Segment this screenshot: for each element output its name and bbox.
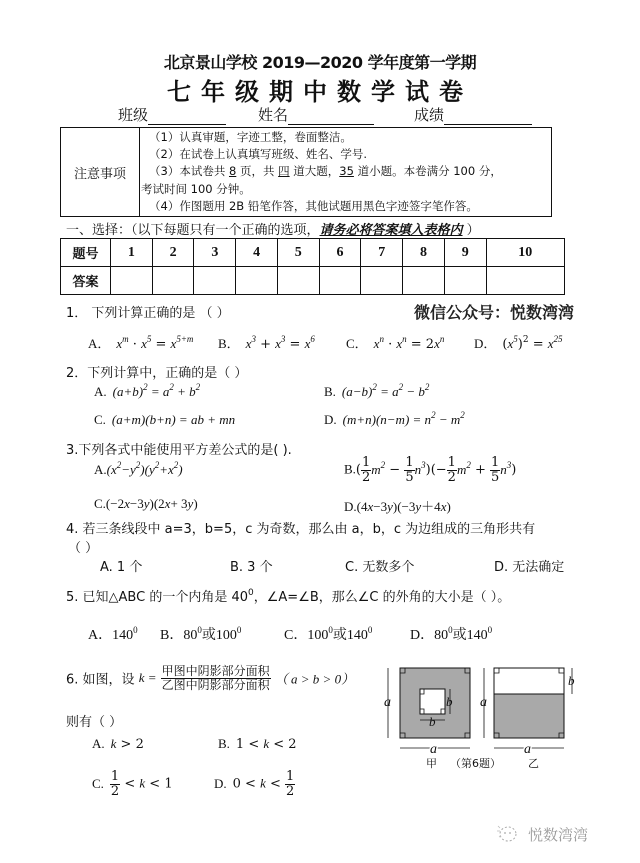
question-number-cell: 4 bbox=[236, 239, 278, 267]
q6-figure bbox=[380, 660, 580, 770]
q2-option-a: A. $(a+b)^2 = a^2 + b^2$ bbox=[94, 382, 201, 399]
degree-mark: 0 bbox=[133, 625, 138, 635]
q1-c-label: C． bbox=[346, 336, 368, 351]
q1-option-b: B． $x^3 + x^3 = x^6$ bbox=[218, 334, 315, 352]
q3-option-a: $A.(x^2-y^2)(y^2+x^2)$ bbox=[94, 460, 183, 477]
jia-label-b-vertical: b bbox=[446, 694, 453, 709]
answer-table-header-row bbox=[61, 239, 565, 267]
q5-c-text-2: 或140 bbox=[332, 628, 368, 643]
question-number-cell: 9 bbox=[444, 239, 486, 267]
jia-label-a-horizontal: a bbox=[430, 742, 437, 757]
question-number-cell: 10 bbox=[486, 239, 564, 267]
q5-stem bbox=[66, 586, 510, 605]
q1-option-c: C． $x^n \cdot x^n = 2x^n$ bbox=[346, 334, 445, 352]
figure-caption-jia: 甲 bbox=[426, 757, 437, 770]
question-number-cell: 2 bbox=[152, 239, 194, 267]
answer-cell[interactable] bbox=[152, 267, 194, 295]
q5-b-text-1: B．80 bbox=[160, 628, 198, 643]
q6-condition: （ a > b > 0） bbox=[274, 671, 355, 687]
q6-stem bbox=[66, 665, 354, 691]
question-number-cell: 6 bbox=[319, 239, 361, 267]
q6-stem-text: 6. 如图，设 bbox=[66, 672, 135, 688]
answer-cell[interactable] bbox=[111, 267, 153, 295]
q6-option-c: C. $\frac{1}{2}$ < k < 1 bbox=[92, 769, 173, 799]
question-number-cell: 1 bbox=[111, 239, 153, 267]
question-number-cell: 5 bbox=[277, 239, 319, 267]
q5-d-text-2: 或140 bbox=[452, 628, 488, 643]
score-label: 成绩 bbox=[414, 106, 445, 124]
q6-d-label: D. bbox=[214, 775, 227, 791]
answer-cell[interactable] bbox=[236, 267, 278, 295]
name-field[interactable] bbox=[258, 104, 374, 125]
name-label: 姓名 bbox=[258, 106, 289, 124]
q6-b-label: B. bbox=[218, 736, 230, 751]
answer-cell[interactable] bbox=[319, 267, 361, 295]
q3-b-label: B. bbox=[344, 461, 356, 477]
q5-option-c bbox=[284, 624, 372, 644]
wechat-logo-icon bbox=[494, 820, 520, 846]
degree-mark: 0 bbox=[248, 588, 254, 598]
q2-b-label: B. bbox=[324, 384, 336, 399]
q5-c-text-1: C．100 bbox=[284, 628, 329, 643]
answer-cell[interactable] bbox=[194, 267, 236, 295]
question-number-label: 题号 bbox=[61, 239, 111, 267]
q6-a-label: A. bbox=[92, 736, 105, 751]
notice-item-3-cont: 考试时间 100 分钟。 bbox=[141, 181, 251, 196]
q6-option-a: A. k > 2 bbox=[92, 736, 144, 752]
q5-option-b bbox=[160, 624, 241, 644]
yi-shaded-rect bbox=[494, 694, 564, 738]
figure-caption-number: （第6题） bbox=[450, 757, 501, 770]
q6-c-label: C. bbox=[92, 775, 104, 791]
q1-option-d: D． $(x^5)^2 = x^{25}$ bbox=[474, 334, 563, 352]
q2-stem: 2．下列计算中，正确的是（ ） bbox=[66, 366, 248, 381]
jia-label-a-vertical: a bbox=[384, 695, 391, 710]
question-number-cell: 8 bbox=[403, 239, 445, 267]
name-blank[interactable] bbox=[288, 109, 374, 125]
notice-items bbox=[141, 129, 547, 215]
q5-stem-b: ，∠A=∠B，那么∠C 的外角的大小是（ ）。 bbox=[253, 590, 511, 605]
figure-yi bbox=[484, 668, 572, 748]
section-heading bbox=[66, 219, 480, 238]
q1-a-label: A． bbox=[88, 336, 111, 351]
q5-d-text-1: D．80 bbox=[410, 628, 449, 643]
notice-item-3 bbox=[141, 163, 547, 180]
answer-cell[interactable] bbox=[403, 267, 445, 295]
answer-label: 答案 bbox=[61, 267, 111, 295]
degree-mark: 0 bbox=[448, 625, 453, 635]
q3-c-label: C. bbox=[94, 496, 106, 511]
figure-caption-yi: 乙 bbox=[528, 757, 539, 770]
section-heading-close: ） bbox=[462, 223, 480, 238]
jia-label-b-horizontal: b bbox=[429, 714, 436, 729]
q5-b-text-2: 或100 bbox=[201, 628, 237, 643]
answer-cell[interactable] bbox=[361, 267, 403, 295]
yi-label-a-vertical: a bbox=[480, 695, 487, 710]
q1-d-label: D． bbox=[474, 336, 497, 351]
watermark: 悦数湾湾 bbox=[528, 826, 589, 844]
yi-label-a-horizontal: a bbox=[524, 742, 531, 757]
q4-answer-paren: （ ） bbox=[68, 541, 99, 556]
degree-mark: 0 bbox=[236, 625, 242, 635]
q6-option-b: B. 1 < k < 2 bbox=[218, 736, 297, 752]
page-count: 8 bbox=[228, 164, 237, 179]
q3-a-label: A. bbox=[94, 462, 107, 477]
degree-mark: 0 bbox=[367, 625, 373, 635]
q2-option-b: B. $(a-b)^2 = a^2 - b^2$ bbox=[324, 382, 430, 399]
answer-cell[interactable] bbox=[444, 267, 486, 295]
wechat-label: 微信公众号：悦数湾湾 bbox=[414, 303, 575, 322]
score-field[interactable] bbox=[414, 104, 532, 125]
q6-numerator: 甲图中阴影部分面积 bbox=[161, 664, 270, 678]
q3-stem: 3.下列各式中能使用平方差公式的是( ). bbox=[66, 443, 292, 458]
section-heading-text: 一、选择：（以下每题只有一个正确的选项， bbox=[66, 223, 320, 238]
q4-option-a: A. 1 个 bbox=[100, 560, 143, 575]
q6-fraction bbox=[161, 665, 271, 691]
q5-stem-a: 5. 已知△ABC 的一个内角是 40 bbox=[66, 590, 249, 605]
q5-option-d bbox=[410, 624, 492, 644]
q2-a-label: A. bbox=[94, 384, 107, 399]
question-number-cell: 3 bbox=[194, 239, 236, 267]
exam-title: 七年级期中数学试卷 bbox=[167, 78, 473, 106]
q2-d-label: D. bbox=[324, 412, 337, 427]
class-field[interactable] bbox=[118, 104, 226, 125]
q5-a-text: A．140 bbox=[88, 628, 134, 643]
q3-d-label: D. bbox=[344, 499, 357, 514]
q6-denominator: 乙图中阴影部分面积 bbox=[161, 677, 270, 692]
question-number-cell: 7 bbox=[361, 239, 403, 267]
q6-k-eq: k = bbox=[138, 670, 157, 686]
q3-option-d: D.(4x−3y)(−3y＋4x) bbox=[344, 499, 451, 514]
school-title: 北京景山学校 2019—2020 学年度第一学期 bbox=[163, 53, 477, 72]
section-count: 四 bbox=[278, 164, 290, 179]
section-emphasis: 请务必将答案填入表格内 bbox=[319, 223, 463, 238]
notice-item-4: （4）作图题用 2B 铅笔作答，其他试题用黑色字迹签字笔作答。 bbox=[149, 198, 478, 213]
question-count: 35 bbox=[339, 164, 354, 179]
answer-table bbox=[60, 238, 565, 295]
q1-stem: 1． 下列计算正确的是 （ ） bbox=[66, 306, 230, 321]
answer-cell[interactable] bbox=[486, 267, 564, 295]
q1-b-label: B． bbox=[218, 336, 240, 351]
q4-option-d: D. 无法确定 bbox=[494, 560, 565, 575]
q4-option-b: B. 3 个 bbox=[230, 560, 273, 575]
notice-item-3-text-c: 道大题， bbox=[289, 164, 340, 179]
answer-cell[interactable] bbox=[277, 267, 319, 295]
figure-jia bbox=[388, 668, 470, 748]
notice-label: 注意事项 bbox=[61, 128, 140, 216]
score-blank[interactable] bbox=[444, 109, 532, 125]
q6-option-d: D. 0 < k < $\frac{1}{2}$ bbox=[214, 769, 295, 799]
q3-option-c: C.(−2x−3y)(2x+ 3y) bbox=[94, 496, 198, 511]
class-label: 班级 bbox=[118, 106, 149, 124]
notice-item-3-text-b: 页，共 bbox=[236, 164, 279, 179]
q4-option-c: C. 无数多个 bbox=[345, 560, 415, 575]
notice-box bbox=[60, 127, 552, 217]
class-blank[interactable] bbox=[148, 109, 226, 125]
yi-label-b-vertical: b bbox=[568, 673, 575, 688]
degree-mark: 0 bbox=[487, 625, 493, 635]
q5-option-a bbox=[88, 624, 138, 644]
q1-option-a: A． $x^m \cdot x^5 = x^{5+m}$ bbox=[88, 334, 194, 352]
notice-item-3-text-d: 道小题。本卷满分 100 分， bbox=[353, 164, 502, 179]
q4-stem: 4. 若三条线段中 a=3，b=5，c 为奇数，那么由 a，b，c 为边组成的三角形共有 bbox=[66, 522, 536, 537]
notice-item-3-text-a: （3）本试卷共 bbox=[149, 164, 229, 179]
degree-mark: 0 bbox=[328, 625, 333, 635]
degree-mark: 0 bbox=[197, 625, 202, 635]
q3-option-b: B.( $\frac{1}{2}$ $m^2$ − $\frac{1}{5}$ $n^3)(-$ $\frac{1}{2}$ $m^2$ + $\frac{1}{5}$ $n^3$) bbox=[344, 455, 517, 485]
q2-option-d: D. $(m+n)(n-m) = n^2 - m^2$ bbox=[324, 410, 465, 427]
answer-table-answer-row bbox=[61, 267, 565, 295]
notice-item-1: （1）认真审题，字迹工整，卷面整洁。 bbox=[149, 130, 352, 144]
notice-item-2: （2）在试卷上认真填写班级、姓名、学号. bbox=[149, 147, 367, 162]
q6-then: 则有（ ） bbox=[66, 715, 123, 730]
q2-c-label: C. bbox=[94, 412, 106, 427]
q2-option-c: C. (a+m)(b+n) = ab + mn bbox=[94, 412, 236, 427]
